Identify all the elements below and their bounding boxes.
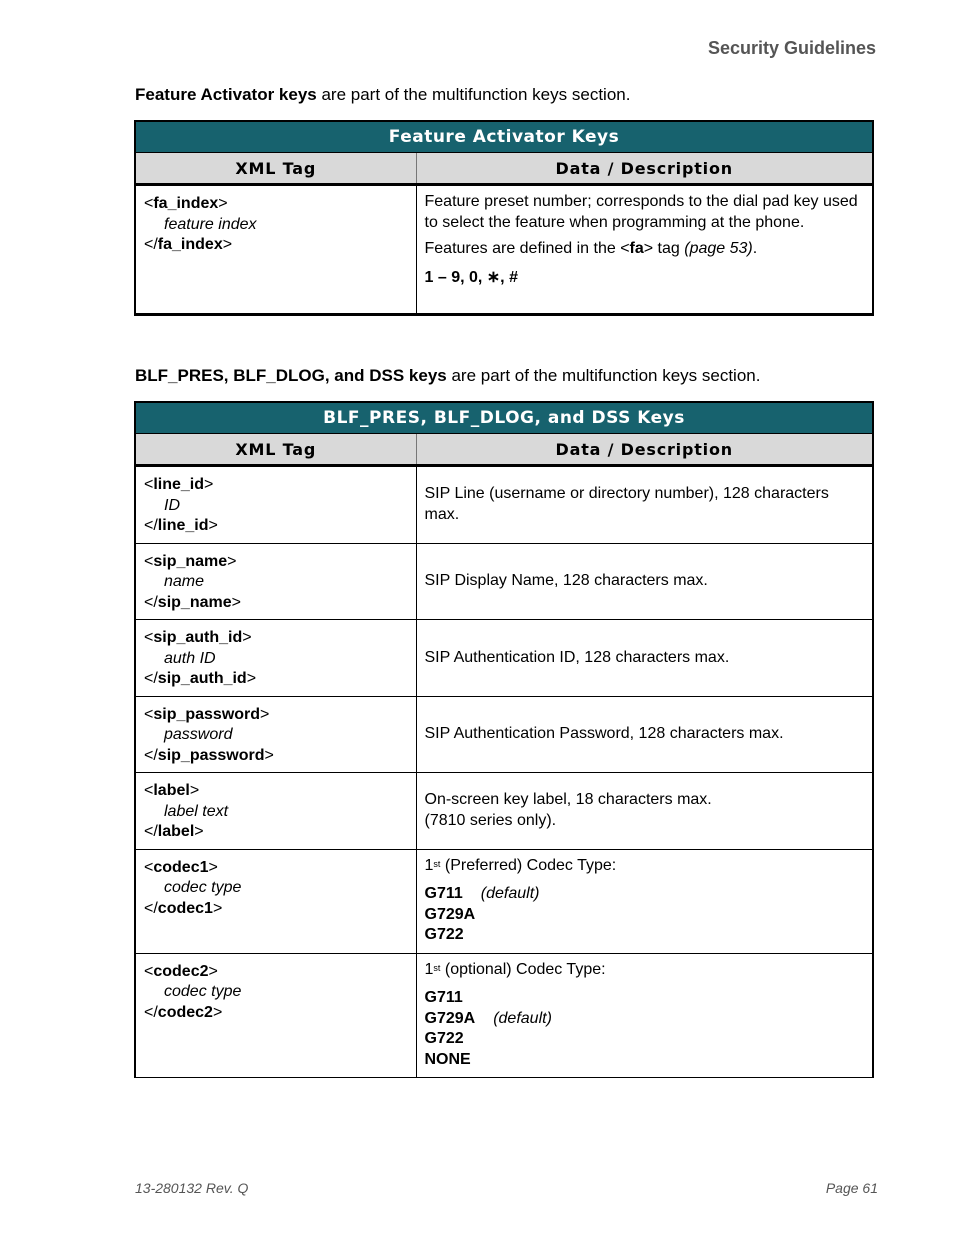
- footer-doc-number: 13-280132 Rev. Q: [135, 1180, 249, 1196]
- codec-options: G711 G729A (default) G722 NONE: [424, 989, 552, 1068]
- description-note: (7810 series only).: [424, 811, 557, 829]
- tag-open: <fa_index>: [144, 195, 228, 212]
- description: On-screen key label, 18 characters max.: [424, 791, 712, 809]
- column-header-xml-tag: XML Tag: [135, 153, 416, 185]
- intro-feature-activator: Feature Activator keys are part of the multifunction keys section.: [135, 85, 631, 104]
- description-reference: Features are defined in the <fa> tag (page 53).: [424, 240, 758, 257]
- table-row: <line_id> ID </line_id> SIP Line (username or directory number), 128 characters max.: [135, 466, 873, 544]
- footer-page-number: Page 61: [825, 1180, 878, 1196]
- description: SIP Authentication ID, 128 characters max.: [424, 648, 730, 666]
- table-row: <label> label text </label> On-screen key label, 18 characters max. (7810 series only).: [135, 773, 873, 850]
- table-row: <sip_password> password </sip_password> SIP Authentication Password, 128 characters max.: [135, 696, 873, 773]
- table-row: <codec2> codec type </codec2> 1st (optional) Codec Type: G711 G729A (default) G722 NONE: [135, 953, 873, 1077]
- table-row: <sip_name> name </sip_name> SIP Display Name, 128 characters max.: [135, 543, 873, 620]
- description: SIP Display Name, 128 characters max.: [424, 572, 708, 589]
- column-header-description: Data / Description: [416, 434, 873, 466]
- table-title: BLF_PRES, BLF_DLOG, and DSS Keys: [135, 402, 873, 434]
- description: SIP Line (username or directory number), 128 characters max.: [424, 485, 829, 523]
- codec-options: G711 (default) G729A G722: [424, 885, 540, 943]
- column-header-xml-tag: XML Tag: [135, 434, 416, 466]
- tag-close: </fa_index>: [144, 236, 233, 253]
- codec-type-label: 1st (Preferred) Codec Type:: [424, 856, 617, 874]
- feature-activator-table: [134, 120, 874, 316]
- section-header: Security Guidelines: [707, 38, 876, 58]
- blf-dss-keys-table: [134, 401, 874, 1078]
- table-title: Feature Activator Keys: [135, 121, 873, 153]
- tag-value: feature index: [164, 215, 257, 233]
- intro-blf-dss: BLF_PRES, BLF_DLOG, and DSS keys are part of the multifunction keys section.: [135, 366, 761, 385]
- description: Feature preset number; corresponds to the dial pad key used to select the feature when programming at the phone.: [424, 193, 858, 231]
- table-row: <codec1> codec type </codec1> 1st (Preferred) Codec Type: G711 (default) G729A G722: [135, 849, 873, 953]
- table-row: [135, 185, 873, 315]
- description: SIP Authentication Password, 128 characters max.: [424, 725, 784, 742]
- codec-type-label: 1st (optional) Codec Type:: [424, 960, 606, 978]
- column-header-description: Data / Description: [416, 153, 873, 185]
- table-row: <sip_auth_id> auth ID </sip_auth_id> SIP Authentication ID, 128 characters max.: [135, 620, 873, 697]
- valid-values: 1 – 9, 0, ∗, #: [424, 268, 518, 286]
